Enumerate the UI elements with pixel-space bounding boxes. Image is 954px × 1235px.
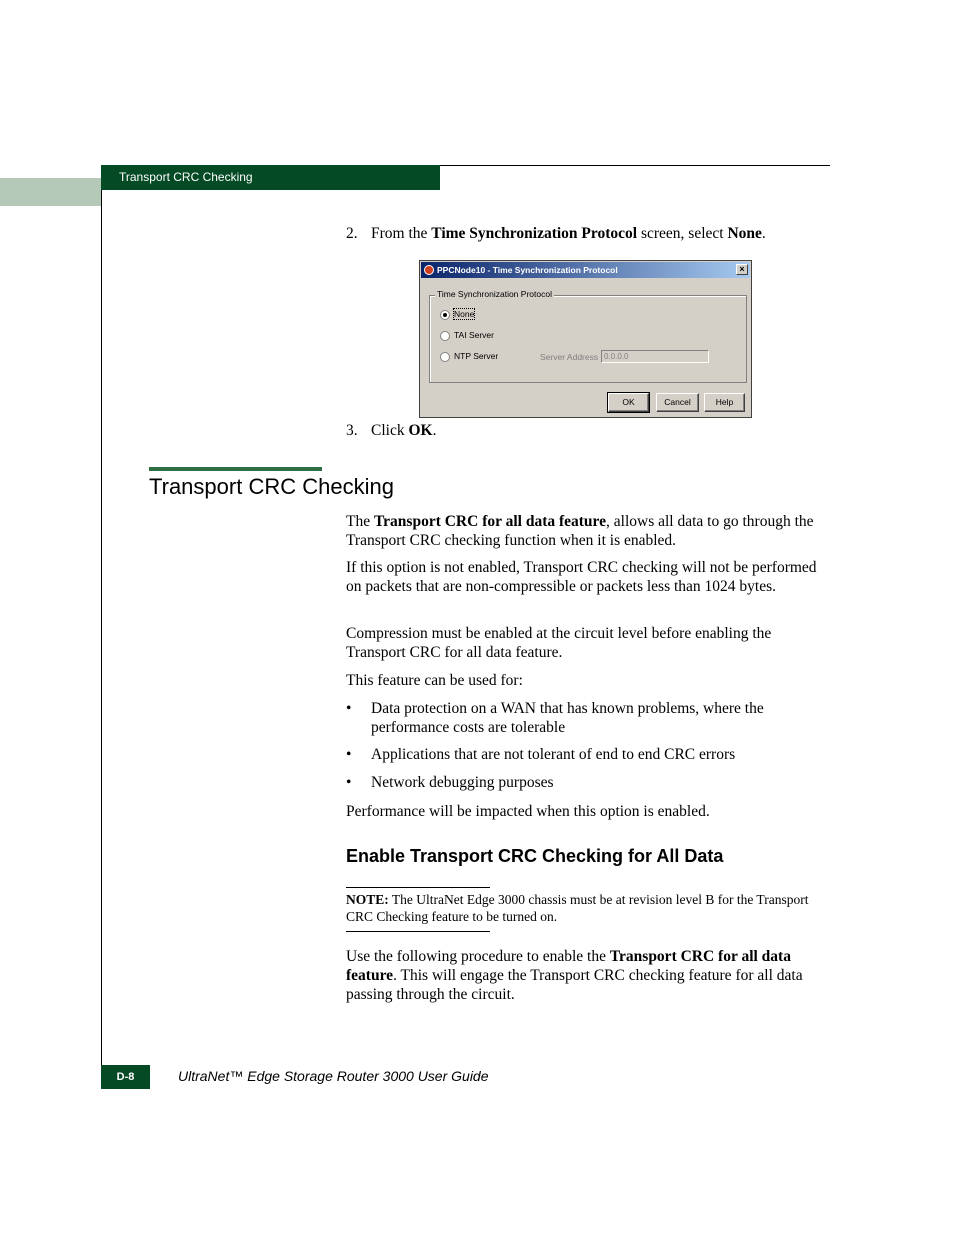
server-address-label: Server Address [540,352,599,362]
radio-label: None [454,309,475,319]
paragraph-not-enabled: If this option is not enabled, Transport CRC checking will not be performed on packets that are non-compressible or packets less than 1024 bytes. [346,559,817,595]
time-sync-dialog [419,260,752,418]
paragraph-uses: This feature can be used for: [346,672,523,689]
ui-term: None [727,225,762,242]
text: , allows all data to go through the Transport CRC checking function when it is enabled. [346,513,814,549]
side-tab [0,178,101,206]
list-item-text: Applications that are not tolerant of end to end CRC errors [371,746,736,763]
radio-selected-icon[interactable] [440,310,450,320]
note [346,891,816,925]
footer-guide-title: UltraNet™ Edge Storage Router 3000 User Guide [178,1068,489,1084]
step-text: From the [371,225,432,242]
note-rule-top [346,887,490,888]
paragraph-procedure [346,947,826,1004]
list-item-text: Data protection on a WAN that has known problems, where the performance costs are tolerable [371,700,764,736]
radio-label: NTP Server [454,351,499,361]
list-item [346,699,826,737]
step-number: 2. [346,225,358,242]
section-title: Transport CRC Checking [149,474,394,499]
note-text: The UltraNet Edge 3000 chassis must be at revision level B for the Transport CRC Checking feature to be turned on. [346,892,809,924]
text: The [346,513,374,530]
bullet-icon: • [346,774,352,791]
dialog-title: PPCNode10 - Time Synchronization Protocol [437,265,618,275]
radio-tai-server[interactable] [440,330,494,341]
running-header: Transport CRC Checking [101,165,440,190]
ok-button[interactable]: OK [608,393,649,412]
step-text: Click [371,422,409,439]
dialog-titlebar [421,262,750,278]
step-text: screen, select [637,225,728,242]
step-text: . [432,422,437,439]
server-address-input[interactable]: 0.0.0.0 [601,350,709,363]
page-number: D-8 [101,1065,150,1089]
cancel-button[interactable]: Cancel [656,393,699,412]
groupbox-label: Time Synchronization Protocol [437,289,552,299]
text: Use the following procedure to enable the [346,948,610,965]
list-item-text: Network debugging purposes [371,774,554,791]
help-button[interactable]: Help [704,393,745,412]
radio-icon[interactable] [440,331,450,341]
ui-term: Time Synchronization Protocol [431,225,638,242]
text: . This will engage the Transport CRC checking feature for all data passing through the circuit. [346,967,803,1003]
step-3 [346,421,436,440]
note-rule-bottom [346,931,490,932]
list-item [346,745,826,764]
margin-rule [101,190,102,1089]
close-button[interactable]: × [736,264,748,275]
step-2 [346,224,766,243]
header-rule [440,165,830,166]
step-number: 3. [346,422,358,439]
radio-label: TAI Server [454,330,494,340]
list-item [346,773,826,792]
note-label: NOTE: [346,892,389,907]
step-text: . [761,225,766,242]
ui-term: OK [408,422,433,439]
feature-term: Transport CRC for all data feature [373,513,607,530]
paragraph-performance: Performance will be impacted when this option is enabled. [346,803,710,820]
radio-icon[interactable] [440,352,450,362]
radio-none[interactable] [440,309,474,320]
radio-ntp-server[interactable] [440,351,498,362]
paragraph-intro [346,512,826,550]
feature-term: Transport CRC for all data feature [346,948,791,984]
protocol-groupbox [429,289,747,383]
section-rule [149,467,322,471]
bullet-icon: • [346,700,352,717]
bullet-icon: • [346,746,352,763]
subsection-title: Enable Transport CRC Checking for All Data [346,846,724,866]
app-icon [424,265,434,275]
paragraph-compression: Compression must be enabled at the circuit level before enabling the Transport CRC for all data feature. [346,625,772,661]
